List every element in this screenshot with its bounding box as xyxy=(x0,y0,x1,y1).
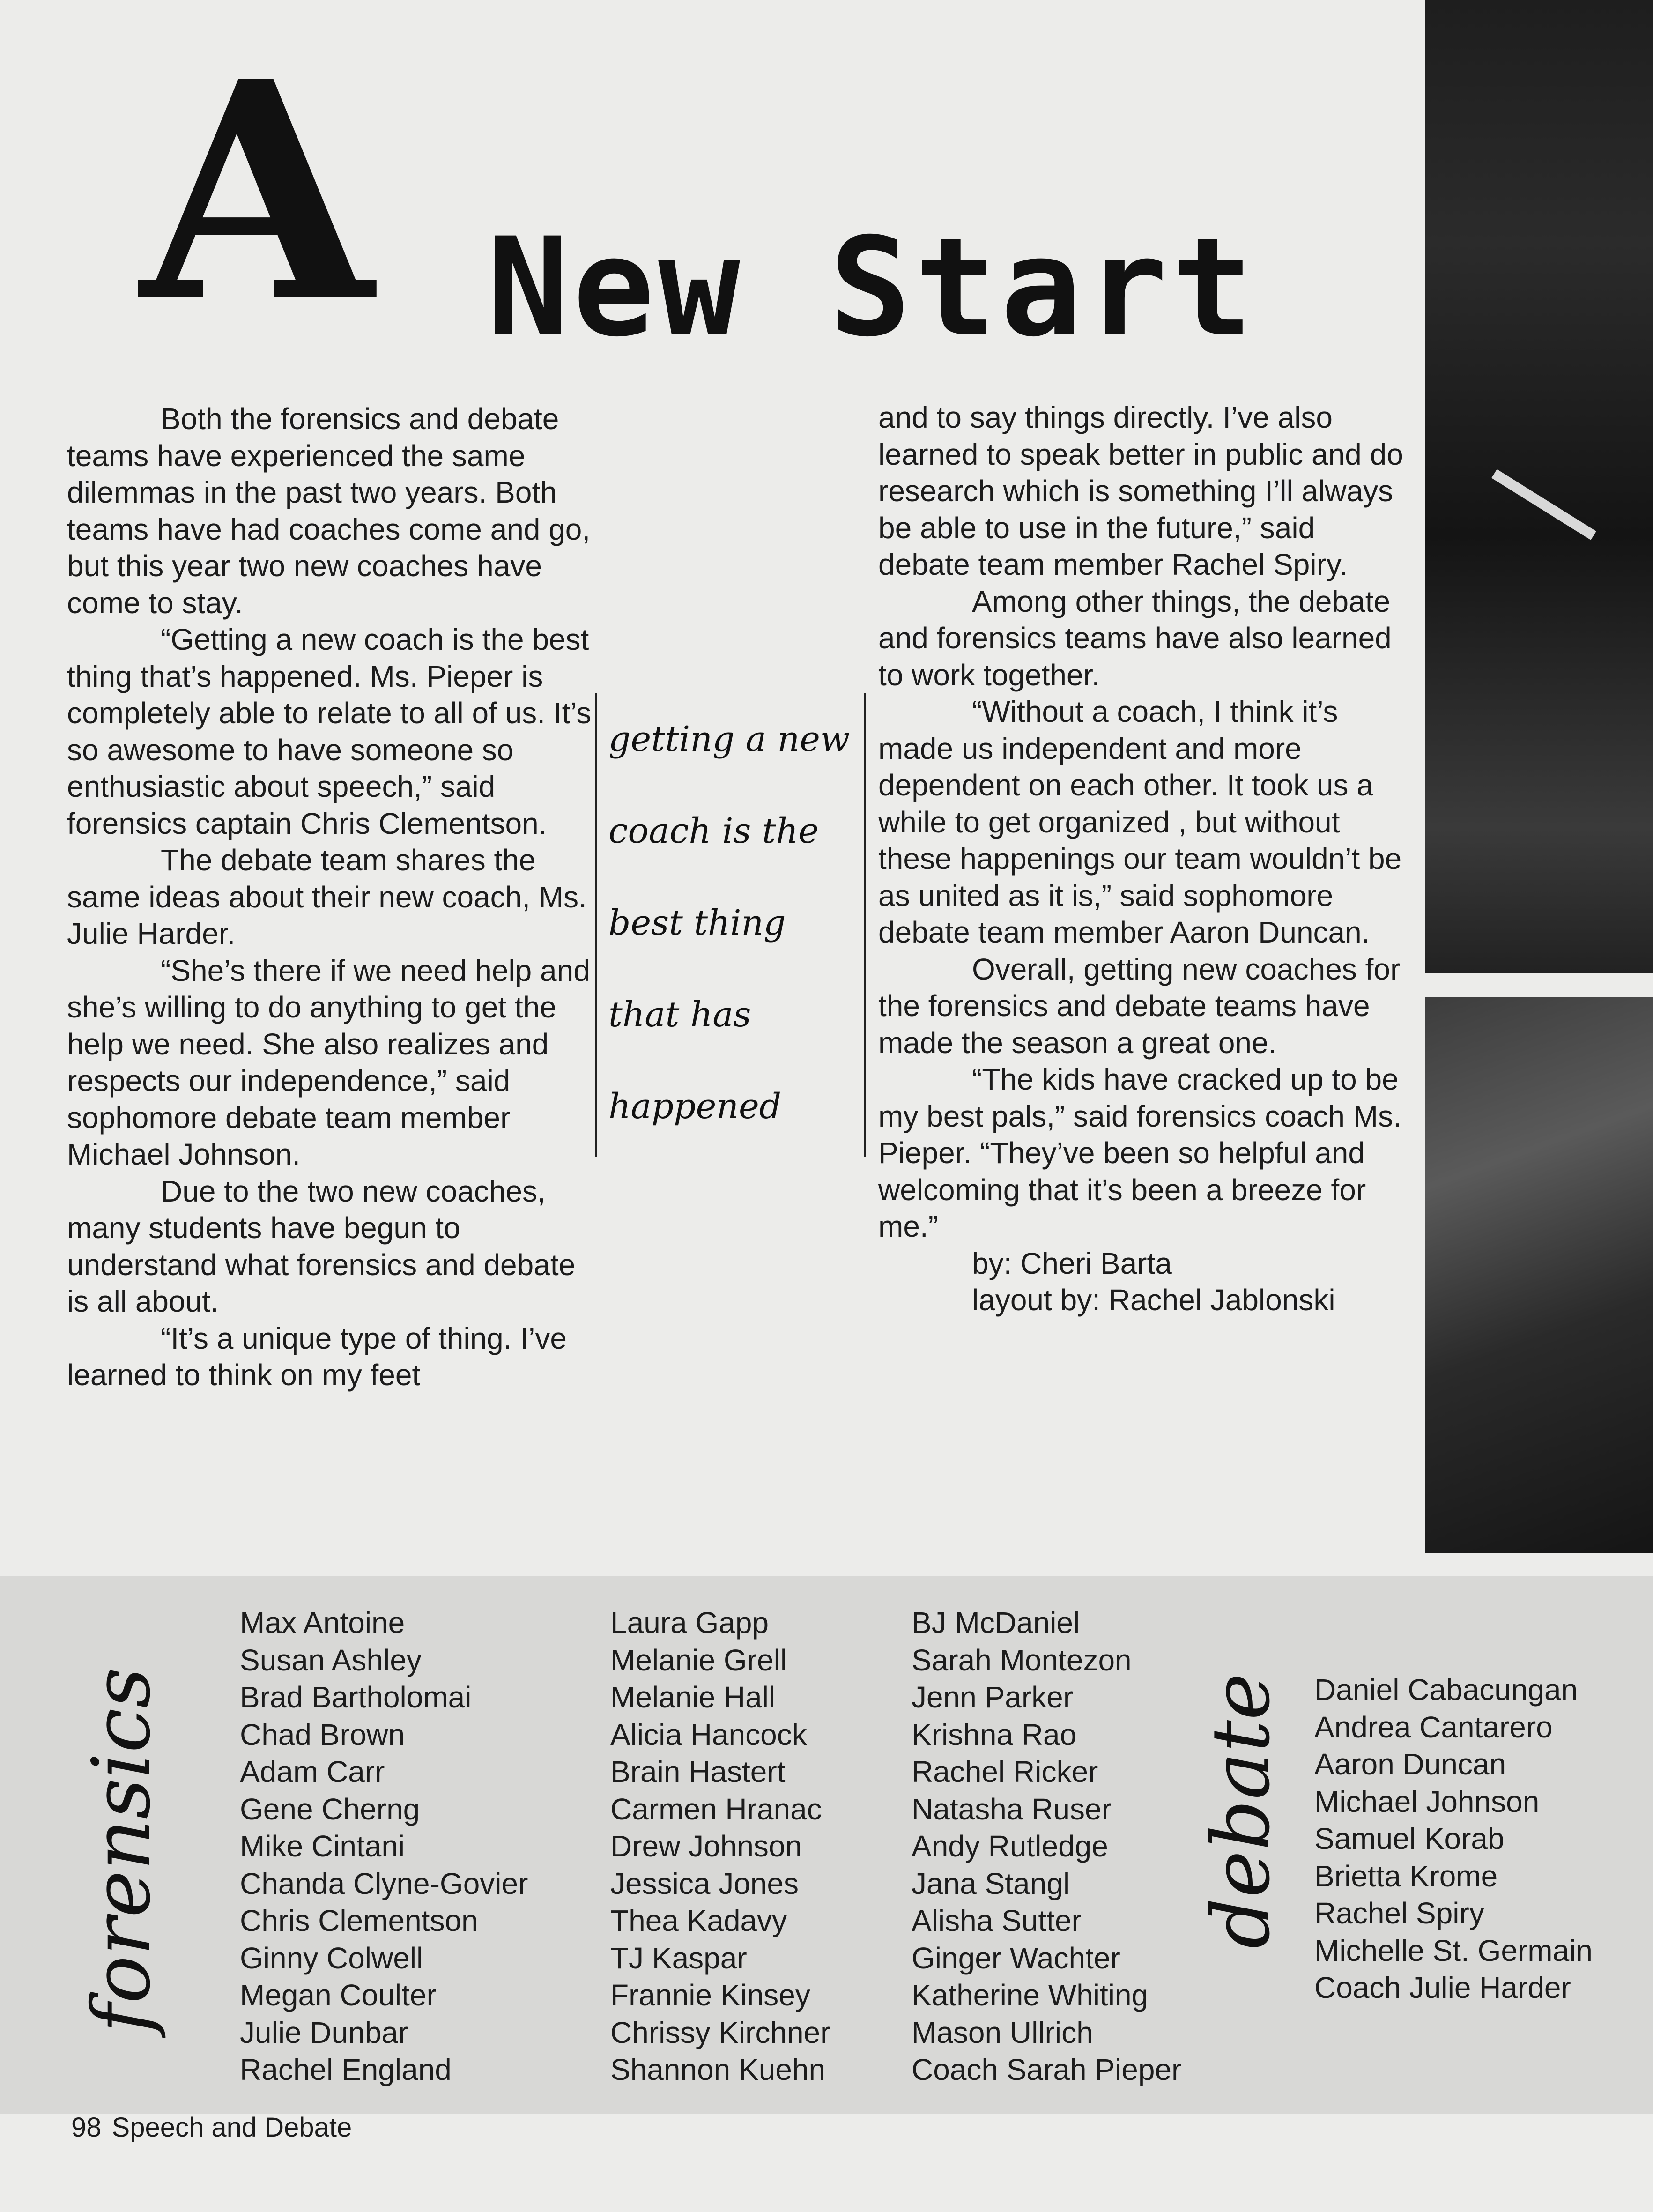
roster-name: Rachel England xyxy=(240,2053,452,2086)
roster-name: Coach Sarah Pieper xyxy=(912,2053,1182,2086)
article-paragraph: “Without a coach, I think it’s made us independent and more dependent on each other. It took us a while to get organized , but without these happenings our team wouldn’t be as united as it is,” said sophomore debate team member Aaron Duncan. xyxy=(878,695,1402,949)
roster-name: Daniel Cabacungan xyxy=(1314,1673,1578,1707)
roster-name: Krishna Rao xyxy=(912,1717,1077,1752)
article-column-right xyxy=(878,399,1408,1319)
roster-name: Chad Brown xyxy=(240,1717,405,1752)
article-paragraph: Both the forensics and debate teams have experienced the same dilemmas in the past two years. Both teams have had coaches come and go, but this year two new coaches have come to stay. xyxy=(67,402,591,620)
debate-names xyxy=(1314,1671,1593,2007)
team-photo-bottom xyxy=(1425,997,1653,1553)
roster-name: Aaron Duncan xyxy=(1314,1747,1506,1781)
page-number: 98 xyxy=(71,2112,102,2143)
roster-name: Andy Rutledge xyxy=(912,1829,1108,1863)
roster-name: Gene Cherng xyxy=(240,1792,420,1826)
roster-name: Susan Ashley xyxy=(240,1643,422,1677)
forensics-label: forensics xyxy=(75,1667,168,2033)
forensics-names-col1 xyxy=(240,1604,528,2089)
roster-name: Shannon Kuehn xyxy=(610,2053,826,2086)
roster-name: Alicia Hancock xyxy=(610,1717,807,1752)
roster-name: Chris Clementson xyxy=(240,1904,478,1937)
byline-layout: layout by: Rachel Jablonski xyxy=(972,1283,1335,1317)
team-photo-top xyxy=(1425,0,1653,973)
roster-name: Chanda Clyne-Govier xyxy=(240,1866,528,1900)
forensics-names-col3 xyxy=(912,1604,1181,2089)
debate-label: debate xyxy=(1195,1673,1288,1949)
article-paragraph: The debate team shares the same ideas about their new coach, Ms. Julie Harder. xyxy=(67,843,587,950)
roster-name: Alisha Sutter xyxy=(912,1904,1082,1937)
article-paragraph: Overall, getting new coaches for the forensics and debate teams have made the season a great one. xyxy=(878,952,1401,1060)
roster-name: Carmen Hranac xyxy=(610,1792,822,1826)
roster-name: Chrissy Kirchner xyxy=(610,2015,830,2049)
article-paragraph: Among other things, the debate and forensics teams have also learned to work together. xyxy=(878,584,1392,692)
roster-name: Julie Dunbar xyxy=(240,2015,408,2049)
roster-name: BJ McDaniel xyxy=(912,1606,1080,1640)
article-paragraph: Due to the two new coaches, many students have begun to understand what forensics and debate is all about. xyxy=(67,1174,576,1318)
roster-name: Rachel Spiry xyxy=(1314,1896,1484,1930)
roster-name: Frannie Kinsey xyxy=(610,1978,810,2012)
roster-name: Drew Johnson xyxy=(610,1829,802,1863)
pull-quote-line: coach is the xyxy=(608,811,819,851)
roster-name: Michael Johnson xyxy=(1314,1784,1540,1819)
roster-name: Jana Stangl xyxy=(912,1866,1070,1900)
roster-name: Adam Carr xyxy=(240,1755,385,1789)
roster-name: Megan Coulter xyxy=(240,1978,437,2012)
pull-quote-line: getting a new xyxy=(608,719,850,759)
roster-name: Andrea Cantarero xyxy=(1314,1710,1553,1744)
pull-quote-line: happened xyxy=(608,1086,782,1127)
roster-name: Jessica Jones xyxy=(610,1866,799,1900)
roster-name: TJ Kaspar xyxy=(610,1941,747,1975)
article-column-left xyxy=(67,401,592,1394)
roster-name: Max Antoine xyxy=(240,1606,405,1640)
roster-name: Katherine Whiting xyxy=(912,1978,1149,2012)
article-paragraph: “She’s there if we need help and she’s willing to do anything to get the help we need. She also realizes and respects our independence,” said sophomore debate team member Michael Johnson. xyxy=(67,953,590,1171)
page-title: New Start xyxy=(487,209,1257,367)
article-paragraph: “Getting a new coach is the best thing that’s happened. Ms. Pieper is completely able to relate to all of us. It’s so awesome to have someone so enthusiastic about speech,” said forensics captain Chris Clementson. xyxy=(67,623,592,840)
roster-name: Michelle St. Germain xyxy=(1314,1933,1593,1967)
page-footer xyxy=(71,2112,352,2143)
roster-name: Ginny Colwell xyxy=(240,1941,423,1975)
roster-name: Natasha Ruser xyxy=(912,1792,1112,1826)
roster-name: Mike Cintani xyxy=(240,1829,405,1863)
roster-name: Jenn Parker xyxy=(912,1680,1074,1714)
roster-name: Coach Julie Harder xyxy=(1314,1971,1571,2004)
section-name: Speech and Debate xyxy=(111,2112,352,2143)
article-paragraph: “It’s a unique type of thing. I’ve learned to think on my feet xyxy=(67,1321,567,1392)
roster-name: Laura Gapp xyxy=(610,1606,769,1640)
pull-quote-line: best thing xyxy=(608,903,786,943)
roster-name: Thea Kadavy xyxy=(610,1904,787,1937)
article-paragraph: “The kids have cracked up to be my best pals,” said forensics coach Ms. Pieper. “They’ve been so helpful and welcoming that it’s been a breeze for me.” xyxy=(878,1062,1401,1243)
roster-name: Brietta Krome xyxy=(1314,1859,1498,1893)
roster-name: Melanie Hall xyxy=(610,1680,776,1714)
forensics-names-col2 xyxy=(610,1604,830,2089)
roster-name: Brad Bartholomai xyxy=(240,1680,472,1714)
roster-name: Ginger Wachter xyxy=(912,1941,1120,1975)
roster-name: Brain Hastert xyxy=(610,1755,786,1789)
roster-name: Melanie Grell xyxy=(610,1643,787,1677)
title-big-letter: A xyxy=(141,16,373,368)
roster-name: Mason Ullrich xyxy=(912,2015,1093,2049)
pull-quote-line: that has xyxy=(608,995,751,1035)
roster-name: Sarah Montezon xyxy=(912,1643,1132,1677)
pull-quote xyxy=(595,693,866,1157)
article-paragraph: and to say things directly. I’ve also learned to speak better in public and do research which is something I’ll always be able to use in the future,” said debate team member Rachel Spiry. xyxy=(878,401,1403,581)
roster-name: Rachel Ricker xyxy=(912,1755,1098,1789)
byline-author: by: Cheri Barta xyxy=(972,1246,1172,1280)
roster-name: Samuel Korab xyxy=(1314,1822,1505,1856)
